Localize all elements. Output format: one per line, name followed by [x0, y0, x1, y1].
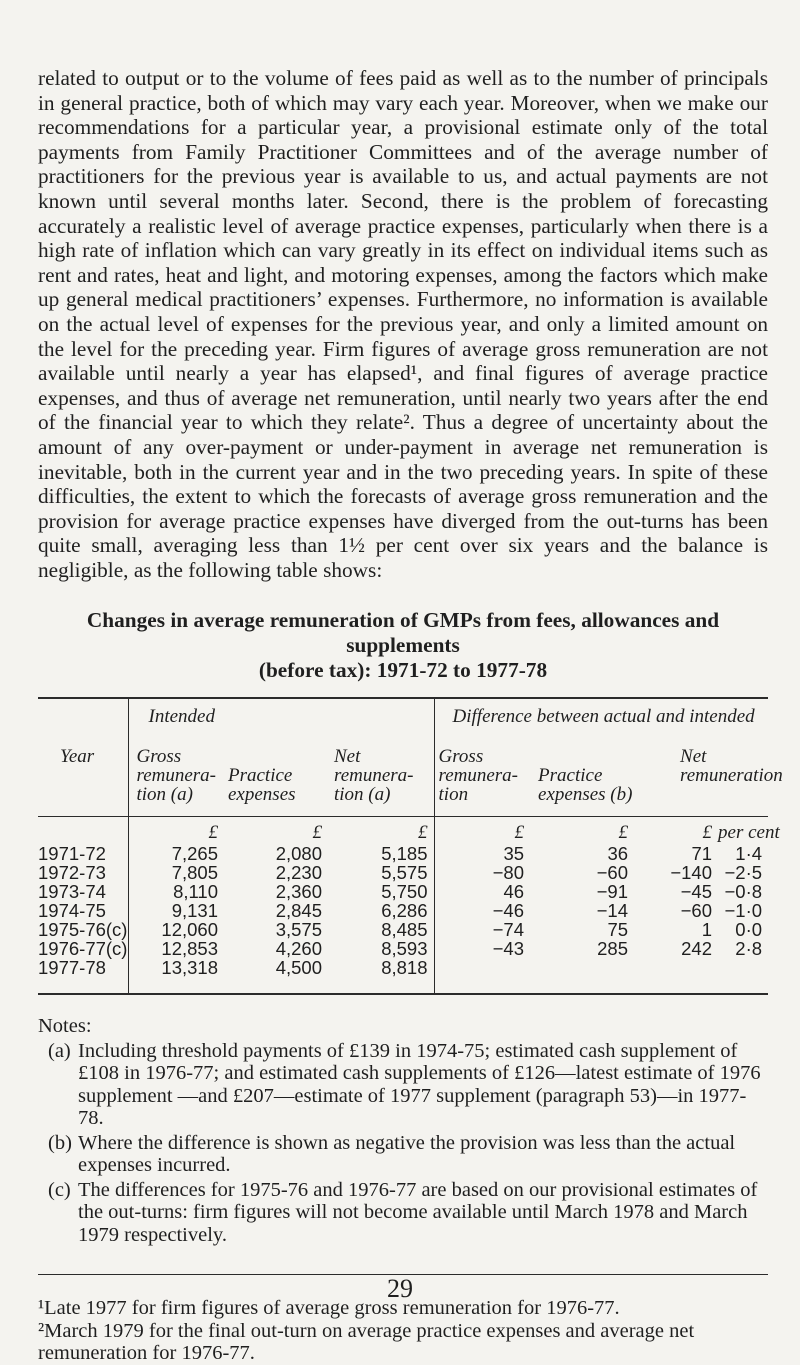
value-cell — [634, 958, 718, 977]
col-header-line: expenses (b) — [538, 784, 633, 806]
year-cell: 1976-77(c) — [38, 938, 128, 960]
unit-label: £ — [530, 817, 634, 843]
value-cell: 4,500 — [275, 957, 322, 979]
value-cell: 2,360 — [275, 881, 322, 903]
note-text: Where the difference is shown as negative the provision was less than the actual expenses incurred. — [78, 1131, 736, 1177]
col-header-line: tion (a) — [136, 784, 193, 806]
notes-section — [38, 1015, 768, 1246]
value-cell: 1·4 — [735, 843, 763, 865]
col-header-line — [538, 747, 634, 766]
unit-label: £ — [328, 817, 434, 843]
value-cell: 2,845 — [275, 900, 322, 922]
table-caption — [38, 608, 768, 683]
value-cell: 7,805 — [128, 863, 224, 882]
note-tag: (c) — [48, 1178, 71, 1201]
page-content — [38, 66, 783, 1365]
value-cell: −0·8 — [724, 881, 763, 903]
table-caption-line2: (before tax): 1971-72 to 1977-78 — [258, 658, 548, 683]
value-cell: −43 — [434, 939, 530, 958]
note-tag: (b) — [48, 1131, 72, 1154]
col-header-line: Net — [680, 746, 707, 768]
value-cell — [530, 958, 634, 977]
value-cell — [434, 958, 530, 977]
table-row — [38, 842, 768, 863]
value-cell: −60 — [680, 900, 713, 922]
note-tag: (a) — [48, 1039, 71, 1062]
col-header-intended-expenses — [224, 739, 328, 804]
col-header-line: remunera- — [334, 765, 414, 787]
year-cell: 1975-76(c) — [38, 919, 128, 941]
col-header-line: Practice — [538, 765, 603, 787]
footnote-2: ²March 1979 for the final out-turn on average practice expenses and average net remuneration for 1976-77. — [38, 1319, 695, 1365]
value-cell: −45 — [680, 881, 713, 903]
col-header-line: remunera- — [136, 765, 216, 787]
col-header-diff-gross — [434, 739, 530, 804]
table-caption-line1: Changes in average remuneration of GMPs from fees, allowances and supplements — [86, 608, 720, 658]
value-cell: 8,593 — [381, 938, 428, 960]
col-header-diff-net — [634, 739, 783, 804]
value-cell: −14 — [596, 900, 629, 922]
value-cell: −46 — [434, 901, 530, 920]
col-header-intended-gross — [128, 739, 224, 804]
table-row — [38, 920, 768, 939]
col-header-line: Practice — [228, 765, 293, 787]
value-cell: −91 — [596, 881, 629, 903]
year-cell: 1977-78 — [38, 957, 106, 979]
col-header-line: Gross — [438, 746, 484, 768]
year-cell: 1974-75 — [38, 900, 106, 922]
value-cell: 8,110 — [128, 882, 224, 901]
value-cell: −60 — [596, 862, 629, 884]
note-text: The differences for 1975-76 and 1976-77 are based on our provisional estimates of the out-turns: firm figures will not become available until March 1978 and March 1979 respectively. — [78, 1178, 758, 1246]
table-row — [38, 863, 768, 882]
intended-group-header: Intended — [128, 699, 434, 739]
footnote-1: ¹Late 1977 for firm figures of average gross remuneration for 1976-77. — [38, 1297, 620, 1320]
table-col-header-row — [38, 739, 768, 804]
table-bottom-rule — [38, 993, 768, 995]
value-cell: 2,230 — [275, 862, 322, 884]
note-a — [38, 1040, 768, 1130]
value-cell: 3,575 — [275, 919, 322, 941]
value-cell: −80 — [434, 863, 530, 882]
value-cell: −1·0 — [724, 900, 763, 922]
value-cell: 8,485 — [381, 919, 428, 941]
value-cell: 36 — [607, 843, 629, 865]
col-header-line: remuneration — [680, 765, 783, 787]
col-header-diff-expenses — [530, 739, 634, 804]
year-header: Year — [60, 746, 95, 768]
value-cell: 46 — [434, 882, 530, 901]
note-b — [38, 1132, 768, 1177]
value-cell: 2,080 — [275, 843, 322, 865]
col-header-line: expenses — [228, 784, 296, 806]
value-cell: 71 — [691, 843, 713, 865]
col-header-line: Gross — [136, 746, 182, 768]
table-group-header-row — [38, 699, 768, 739]
value-cell: −74 — [434, 920, 530, 939]
value-cell: 1 — [701, 919, 713, 941]
value-cell: 2·8 — [735, 938, 763, 960]
year-cell: 1973-74 — [38, 881, 106, 903]
note-text: Including threshold payments of £139 in 1974-75; estimated cash supplement of £108 in 1976-77; and estimated cash supplements of £126—latest estimate of 1976 supplement —and £207—estimate of 1977 supplement (paragraph 53)—in 1977-78. — [78, 1039, 761, 1130]
table-row — [38, 958, 768, 977]
notes-heading: Notes: — [38, 1015, 92, 1038]
value-cell: 5,185 — [381, 843, 428, 865]
footnotes — [38, 1297, 768, 1365]
value-cell: 285 — [597, 938, 629, 960]
unit-label: £ — [634, 817, 718, 843]
value-cell: −2·5 — [724, 862, 763, 884]
value-cell: 4,260 — [275, 938, 322, 960]
value-cell: 35 — [434, 842, 530, 863]
col-header-intended-net — [328, 739, 434, 804]
table-row — [38, 901, 768, 920]
table-units-labels — [38, 817, 768, 843]
value-cell: 242 — [681, 938, 713, 960]
difference-group-header: Difference between actual and intended — [434, 699, 768, 739]
value-cell: 9,131 — [128, 901, 224, 920]
unit-label: £ — [224, 817, 328, 843]
value-cell — [718, 958, 768, 977]
value-cell: 6,286 — [381, 900, 428, 922]
value-cell: 75 — [607, 919, 629, 941]
col-header-line: Net — [334, 746, 361, 768]
col-header-line: tion — [438, 784, 469, 806]
year-cell: 1972-73 — [38, 862, 106, 884]
note-c — [38, 1179, 768, 1247]
body-paragraph: related to output or to the volume of fees paid as well as to the number of principals in general practice, both of which may vary each year. Moreover, when we make our recommendations for a particular year, a provisional estimate only of the total payments from Family Practitioner Committees and of the average number of practitioners for the previous year is available to us, and actual payments are not known until several months later. Second, there is the problem of forecasting accurately a realistic level of average practice expenses, particularly when there is a high rate of inflation which can vary greatly in its effect on individual items such as rent and rates, heat and light, and motoring expenses, among the factors which make up general medical practitioners’ expenses. Furthermore, no information is available on the actual level of expenses for the previous year, and only a limited amount on the level for the preceding year. Firm figures of average gross remuneration are not available until nearly a year has elapsed¹, and final figures of average practice expenses, and thus of average net remuneration, until nearly two years after the end of the financial year to which they relate². Thus a degree of uncertainty about the amount of any over-payment or under-payment in average net remuneration is inevitable, both in the current year and in the two preceding years. In spite of these difficulties, the extent to which the forecasts of average gross remuneration and the provision for average practice expenses have diverged from the out-turns has been quite small, averaging less than 1½ per cent over six years and the balance is negligible, as the following table shows: — [38, 66, 768, 582]
unit-label: £ — [128, 817, 224, 843]
value-cell: 12,853 — [128, 939, 224, 958]
col-header-line — [680, 785, 768, 804]
value-cell: 8,818 — [381, 957, 428, 979]
col-header-line: remunera- — [438, 765, 519, 787]
year-cell: 1971-72 — [38, 843, 106, 865]
unit-label: per cent — [718, 817, 768, 843]
table-row — [38, 939, 768, 958]
value-cell: 12,060 — [128, 920, 224, 939]
value-cell: 5,575 — [381, 862, 428, 884]
remuneration-table — [38, 699, 783, 993]
table-body — [38, 842, 768, 977]
col-header-line: tion (a) — [334, 784, 391, 806]
value-cell: 7,265 — [128, 842, 224, 863]
table-units-row — [38, 804, 768, 817]
table-row — [38, 882, 768, 901]
unit-label: £ — [434, 817, 530, 843]
value-cell: 0·0 — [735, 919, 763, 941]
value-cell: 5,750 — [381, 881, 428, 903]
value-cell: 13,318 — [128, 958, 224, 977]
value-cell: −140 — [670, 862, 713, 884]
page-number: 29 — [387, 1274, 413, 1303]
col-header-line — [228, 747, 328, 766]
